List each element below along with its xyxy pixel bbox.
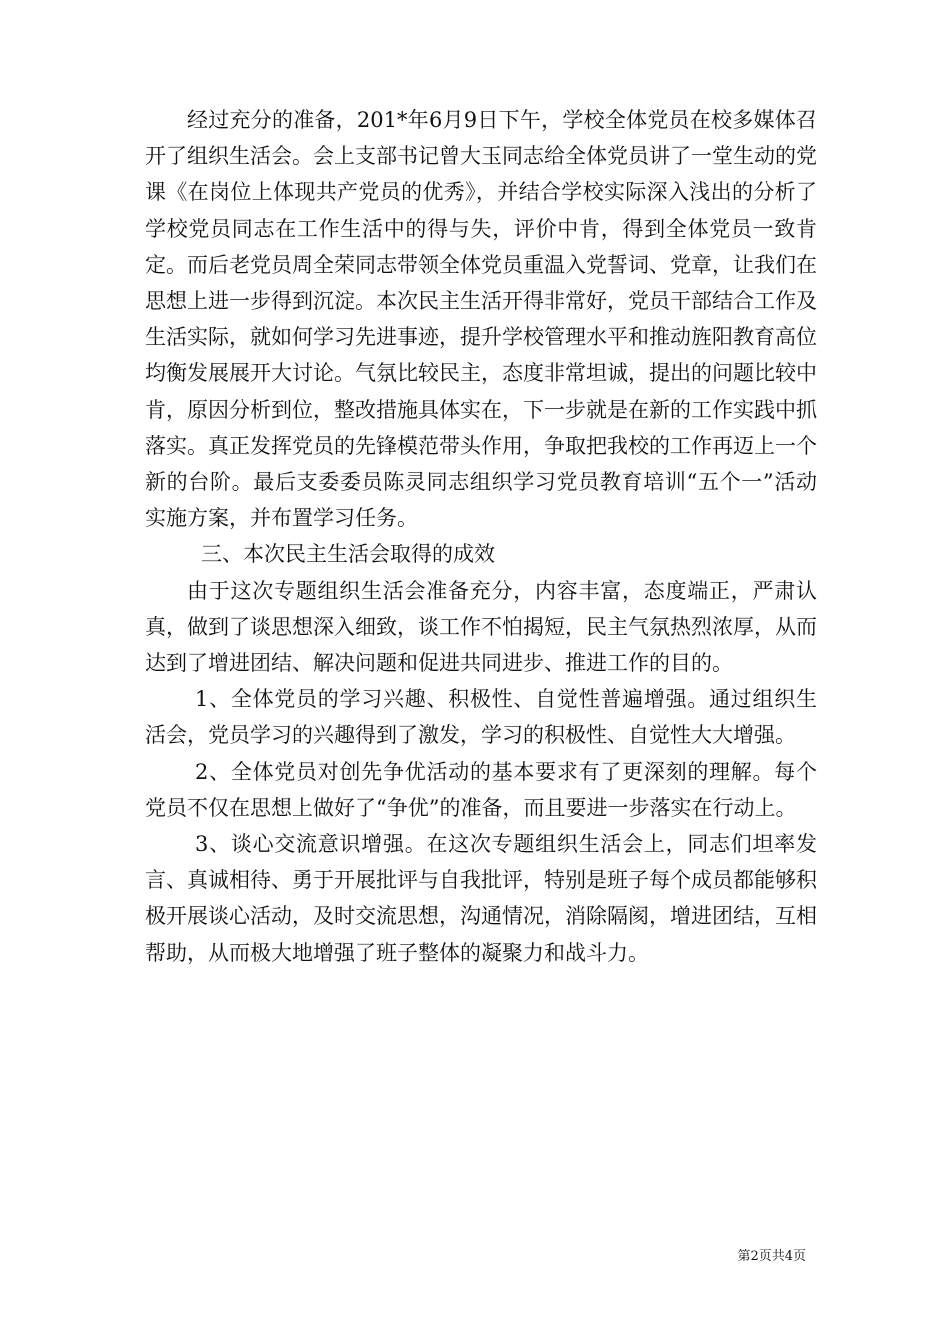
paragraph-meeting-summary: 经过充分的准备，201*年6月9日下午，学校全体党员在校多媒体召开了组织生活会。会上支部书记曾大玉同志给全体党员讲了一堂生动的党课《在岗位上体现共产党员的优秀》，并结合学校实际深入浅出的分析了学校党员同志在工作生活中的得与失，评价中肯，得到全体党员一致肯定。而后老党员周全荣同志带领全体党员重温入党誓词、党章，让我们在思想上进一步得到沉淀。本次民主生活开得非常好，党员干部结合工作及生活实际，就如何学习先进事迹，提升学校管理水平和推动旌阳教育高位均衡发展展开大讨论。气氛比较民主，态度非常坦诚，提出的问题比较中肯，原因分析到位，整改措施具体实在，下一步就是在新的工作实践中抓落实。真正发挥党员的先锋模范带头作用，争取把我校的工作再迈上一个新的台阶。最后支委委员陈灵同志组织学习党员教育培训“五个一”活动实施方案，并布置学习任务。 xyxy=(145,108,817,531)
paragraph-point-2: 2、全体党员对创先争优活动的基本要求有了更深刻的理解。每个党员不仅在思想上做好了“争优”的准备，而且要进一步落实在行动上。 xyxy=(145,759,817,820)
page-number-footer: 第2页共4页 xyxy=(737,1249,806,1264)
paragraph-results-intro: 由于这次专题组织生活会准备充分，内容丰富，态度端正，严肃认真，做到了谈思想深入细致，谈工作不怕揭短，民主气氛热烈浓厚，从而达到了增进团结、解决问题和促进共同进步、推进工作的目的。 xyxy=(145,578,817,676)
paragraph-point-3: 3、谈心交流意识增强。在这次专题组织生活会上，同志们坦率发言、真诚相待、勇于开展批评与自我批评，特别是班子每个成员都能够积极开展谈心活动，及时交流思想，沟通情况，消除隔阂，增进团结，互相帮助，从而极大地增强了班子整体的凝聚力和战斗力。 xyxy=(145,832,817,965)
section-heading-results: 三、本次民主生活会取得的成效 xyxy=(201,542,495,567)
document-body xyxy=(145,102,817,971)
paragraph-point-1: 1、全体党员的学习兴趣、积极性、自觉性普遍增强。通过组织生活会，党员学习的兴趣得到了激发，学习的积极性、自觉性大大增强。 xyxy=(145,687,817,748)
